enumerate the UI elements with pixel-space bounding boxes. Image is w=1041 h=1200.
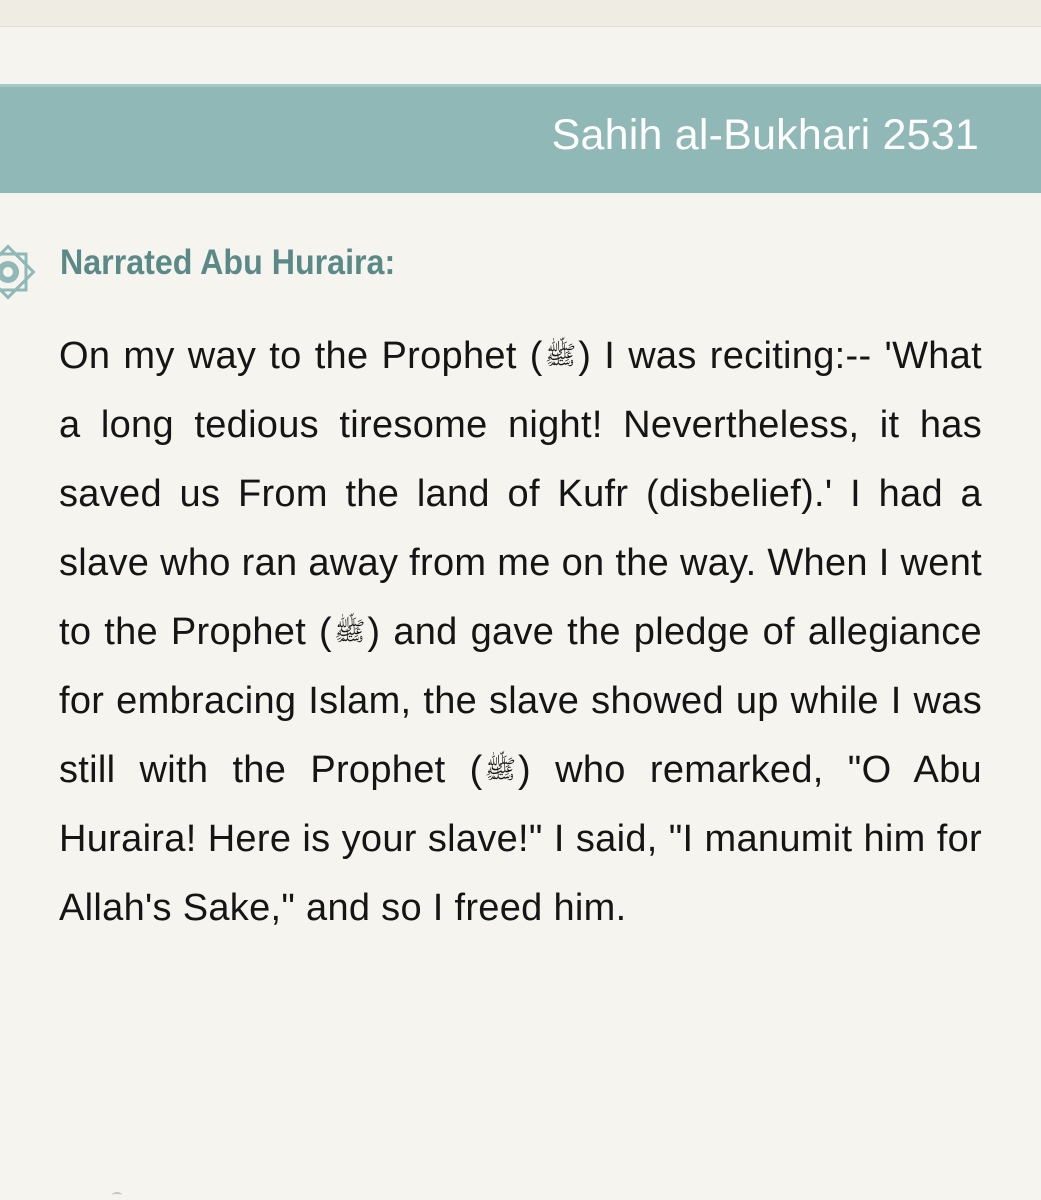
narrator-heading: Narrated Abu Huraira: <box>60 243 396 282</box>
bottom-mark <box>112 1192 122 1198</box>
text-segment: ) and gave the pledge of allegiance for embracing Islam, the slave showed up while I was still with the Prophet ( <box>59 611 982 791</box>
pbuh-glyph: ﷺ <box>334 617 366 647</box>
title-bar <box>0 84 1041 193</box>
text-segment: On my way to the Prophet ( <box>59 335 543 377</box>
hadith-text <box>59 322 982 943</box>
pbuh-glyph: ﷺ <box>484 755 517 785</box>
top-strip <box>0 0 1041 27</box>
star-ornament-icon <box>0 240 40 304</box>
text-segment: ) I was reciting:-- 'What a long tedious tiresome night! Nevertheless, it has saved us From the land of Kufr (disbelief).' I had a slave who ran away from me on the way. When I went to the Prophet ( <box>59 335 982 653</box>
page-title: Sahih al-Bukhari 2531 <box>551 111 979 159</box>
pbuh-glyph: ﷺ <box>544 341 577 371</box>
text-segment: ) who remarked, "O Abu Huraira! Here is your slave!" I said, "I manumit him for Allah's Sake," and so I freed him. <box>59 749 982 929</box>
